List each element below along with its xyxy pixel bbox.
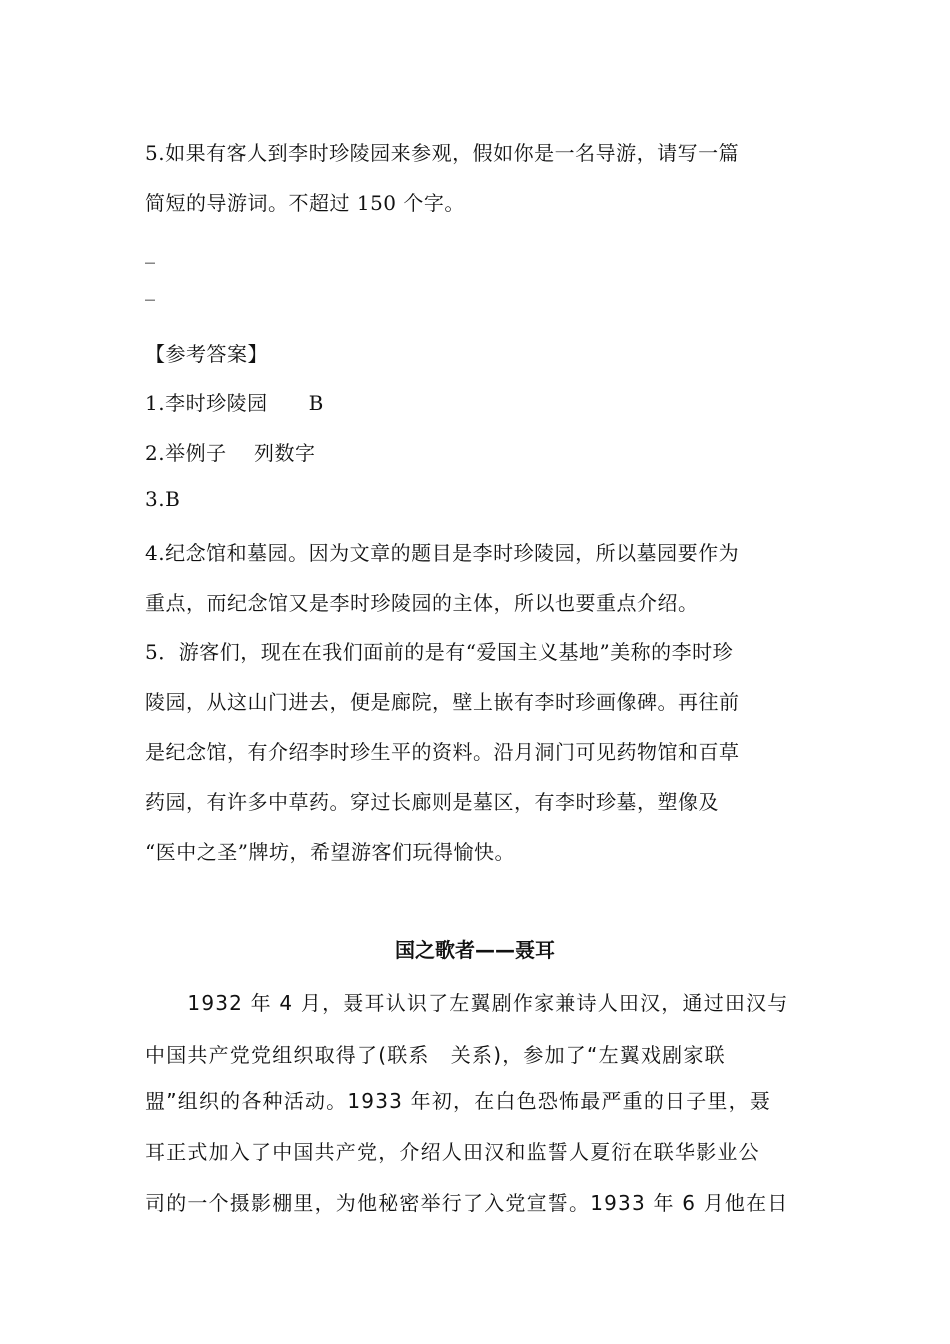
answer-4-line-2: 重点，而纪念馆又是李时珍陵园的主体，所以也要重点介绍。 xyxy=(145,591,699,615)
answer-5-line-2: 陵园，从这山门进去，便是廊院，壁上嵌有李时珍画像碑。再往前 xyxy=(145,690,740,714)
article-line-1: 1932 年 4 月，聂耳认识了左翼剧作家兼诗人田汉，通过田汉与 xyxy=(145,991,789,1015)
answer-5-line-4: 药园，有许多中草药。穿过长廊则是墓区，有李时珍墓，塑像及 xyxy=(145,790,719,814)
article-line-2: 中国共产党党组织取得了(联系 关系)，参加了“左翼戏剧家联 xyxy=(145,1043,726,1067)
article-line-5: 司的一个摄影棚里，为他秘密举行了入党宣誓。1933 年 6 月他在日 xyxy=(145,1191,789,1215)
answer-5-line-3: 是纪念馆，有介绍李时珍生平的资料。沿月洞门可见药物馆和百草 xyxy=(145,740,740,764)
reference-answer-heading: 【参考答案】 xyxy=(145,342,268,366)
answer-3: 3.B xyxy=(145,487,181,511)
article-line-4: 耳正式加入了中国共产党，介绍人田汉和监誓人夏衍在联华影业公 xyxy=(145,1140,760,1164)
question-5-line-2: 简短的导游词。不超过 150 个字。 xyxy=(145,191,465,215)
answer-5-line-5: “医中之圣”牌坊，希望游客们玩得愉快。 xyxy=(145,840,515,864)
question-5-line-1: 5.如果有客人到李时珍陵园来参观，假如你是一名导游，请写一篇 xyxy=(145,141,740,165)
article-line-3: 盟”组织的各种活动。1933 年初，在白色恐怖最严重的日子里，聂 xyxy=(145,1089,772,1113)
article-title: 国之歌者——聂耳 xyxy=(395,938,555,962)
answer-blank-line-1: _ xyxy=(145,240,155,264)
answer-2: 2.举例子 列数字 xyxy=(145,441,316,465)
answer-1: 1.李时珍陵园 B xyxy=(145,391,324,415)
answer-4-line-1: 4.纪念馆和墓园。因为文章的题目是李时珍陵园，所以墓园要作为 xyxy=(145,541,740,565)
answer-5-line-1: 5．游客们，现在在我们面前的是有“爱国主义基地”美称的李时珍 xyxy=(145,640,734,664)
answer-blank-line-2: _ xyxy=(145,277,155,301)
